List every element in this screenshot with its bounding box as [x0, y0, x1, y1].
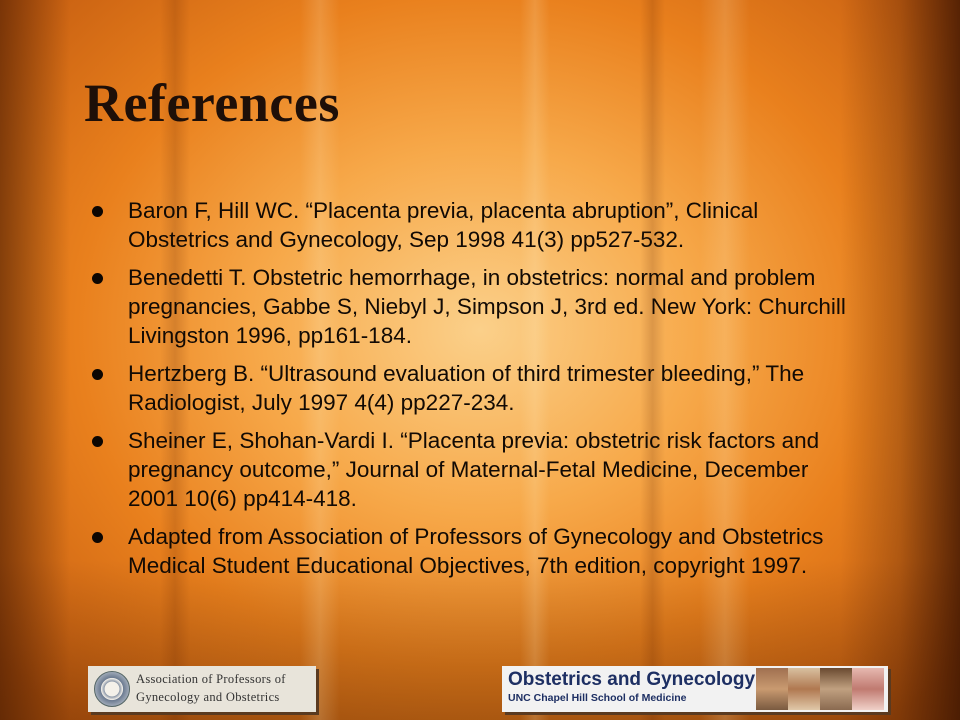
bullet-icon	[92, 273, 103, 284]
reference-list	[90, 196, 850, 589]
bullet-icon	[92, 532, 103, 543]
seal-icon	[94, 671, 130, 707]
bullet-icon	[92, 369, 103, 380]
photo-thumbnail	[788, 668, 820, 710]
bullet-icon	[92, 436, 103, 447]
reference-text: Adapted from Association of Professors of Gynecology and Obstetrics Medical Student Educational Objectives, 7th edition, copyright 1997.	[128, 524, 824, 578]
apgo-logo	[88, 666, 316, 712]
photo-thumbnail	[820, 668, 852, 710]
reference-item	[90, 359, 850, 417]
reference-text: Baron F, Hill WC. “Placenta previa, placenta abruption”, Clinical Obstetrics and Gynecology, Sep 1998 41(3) pp527-532.	[128, 198, 759, 252]
unc-obgyn-logo	[502, 666, 888, 712]
reference-text: Hertzberg B. “Ultrasound evaluation of third trimester bleeding,” The Radiologist, July 1997 4(4) pp227-234.	[128, 361, 805, 415]
bullet-icon	[92, 206, 103, 217]
reference-item	[90, 522, 850, 580]
apgo-logo-line1: Association of Professors of	[136, 672, 286, 686]
reference-text: Sheiner E, Shohan-Vardi I. “Placenta previa: obstetric risk factors and pregnancy outcome,” Journal of Maternal-Fetal Medicine, December 2001 10(6) pp414-418.	[128, 428, 820, 511]
reference-text: Benedetti T. Obstetric hemorrhage, in obstetrics: normal and problem pregnancies, Gabbe S, Niebyl J, Simpson J, 3rd ed. New York: Churchill Livingston 1996, pp161-184.	[128, 265, 846, 348]
photo-thumbnail	[852, 668, 884, 710]
reference-item	[90, 426, 850, 513]
unc-logo-subtitle: UNC Chapel Hill School of Medicine	[508, 692, 687, 704]
unc-logo-title: Obstetrics and Gynecology	[508, 669, 756, 690]
slide-title: References	[84, 73, 340, 133]
reference-item	[90, 263, 850, 350]
apgo-logo-line2: Gynecology and Obstetrics	[136, 690, 280, 704]
photo-thumbnail	[756, 668, 788, 710]
reference-item	[90, 196, 850, 254]
